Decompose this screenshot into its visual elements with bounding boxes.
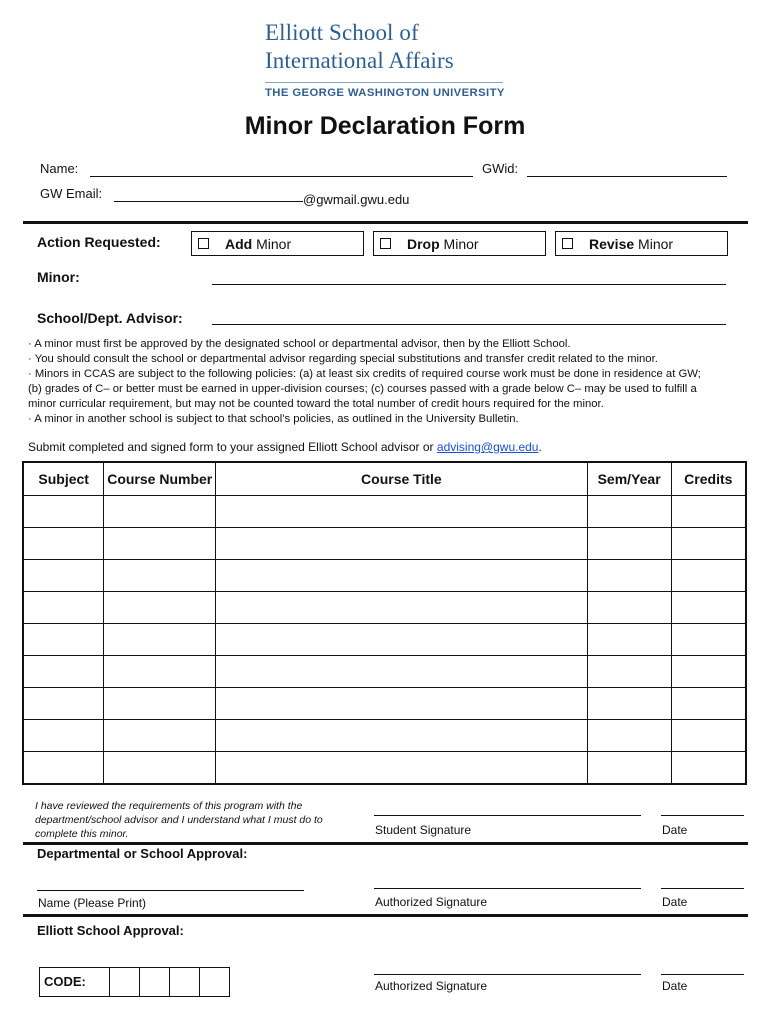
table-row [23, 496, 746, 528]
student-date-line[interactable] [661, 815, 744, 816]
divider [23, 914, 748, 917]
logo-subtitle: THE GEORGE WASHINGTON UNIVERSITY [265, 87, 505, 99]
gwid-label: GWid: [482, 161, 519, 176]
table-cell[interactable] [216, 752, 588, 785]
checkbox[interactable] [380, 238, 391, 249]
table-cell[interactable] [23, 496, 104, 528]
table-cell[interactable] [587, 496, 671, 528]
table-cell[interactable] [104, 592, 216, 624]
minor-label: Minor: [37, 269, 80, 285]
table-cell[interactable] [104, 720, 216, 752]
table-cell[interactable] [216, 496, 588, 528]
table-cell[interactable] [104, 560, 216, 592]
name-print-line[interactable] [37, 890, 304, 891]
table-cell[interactable] [216, 560, 588, 592]
divider [23, 221, 748, 224]
table-cell[interactable] [104, 656, 216, 688]
subject-header: Subject [23, 462, 104, 496]
submit-text: Submit completed and signed form to your assigned Elliott School advisor or [28, 440, 437, 454]
authorized-signature-label: Authorized Signature [375, 895, 488, 909]
table-cell[interactable] [104, 528, 216, 560]
elliott-signature-line[interactable] [374, 974, 641, 975]
credits-header: Credits [671, 462, 746, 496]
table-cell[interactable] [216, 688, 588, 720]
table-cell[interactable] [671, 688, 746, 720]
table-cell[interactable] [671, 656, 746, 688]
page-title: Minor Declaration Form [244, 112, 526, 140]
dept-signature-line[interactable] [374, 888, 641, 889]
table-cell[interactable] [23, 688, 104, 720]
table-cell[interactable] [216, 656, 588, 688]
table-row [23, 656, 746, 688]
table-cell[interactable] [587, 752, 671, 785]
table-cell[interactable] [23, 624, 104, 656]
code-cell[interactable] [110, 968, 140, 996]
table-cell[interactable] [671, 752, 746, 785]
table-cell[interactable] [671, 624, 746, 656]
code-label: CODE: [40, 968, 110, 996]
name-print-label: Name (Please Print) [38, 896, 147, 910]
minor-field[interactable] [212, 284, 726, 285]
drop-minor-option[interactable] [373, 231, 546, 256]
table-cell[interactable] [23, 592, 104, 624]
logo-divider [265, 82, 503, 83]
course-number-header: Course Number [104, 462, 216, 496]
submit-end: . [538, 440, 542, 454]
sem-year-header: Sem/Year [587, 462, 671, 496]
table-cell[interactable] [671, 720, 746, 752]
table-cell[interactable] [671, 496, 746, 528]
table-cell[interactable] [104, 624, 216, 656]
table-header-row [23, 462, 746, 496]
elliott-date-line[interactable] [661, 974, 744, 975]
drop-label: Drop [407, 236, 440, 252]
note-line: · You should consult the school or departmental advisor regarding special substitutions and transfer credit related to the minor. [28, 353, 658, 366]
gw-email-field[interactable] [114, 201, 303, 202]
table-row [23, 528, 746, 560]
table-cell[interactable] [23, 560, 104, 592]
note-line: · A minor must first be approved by the designated school or departmental advisor, then by the Elliott School. [28, 338, 571, 350]
table-cell[interactable] [671, 592, 746, 624]
table-cell[interactable] [23, 752, 104, 785]
date-label: Date [662, 895, 688, 909]
table-row [23, 560, 746, 592]
add-label: Add [225, 236, 253, 252]
name-field[interactable] [90, 176, 473, 177]
advising-email-link[interactable]: advising@gwu.edu [436, 440, 539, 454]
checkbox[interactable] [198, 238, 209, 249]
advisor-label: School/Dept. Advisor: [37, 310, 183, 326]
table-row [23, 592, 746, 624]
table-row [23, 720, 746, 752]
table-cell[interactable] [216, 624, 588, 656]
dept-approval-label: Departmental or School Approval: [37, 846, 248, 861]
code-cell[interactable] [140, 968, 170, 996]
table-cell[interactable] [104, 688, 216, 720]
gwid-field[interactable] [527, 176, 727, 177]
table-cell[interactable] [587, 656, 671, 688]
table-cell[interactable] [216, 528, 588, 560]
table-cell[interactable] [104, 496, 216, 528]
minor-word: Minor [252, 236, 292, 252]
note-line: (b) grades of C– or better must be earned in upper-division courses; (c) courses passed with a grade below C– may be used to fulfill a [28, 383, 697, 396]
table-row [23, 624, 746, 656]
minor-word: Minor [634, 236, 674, 252]
email-suffix: @gwmail.gwu.edu [303, 192, 410, 207]
table-cell[interactable] [104, 752, 216, 785]
note-line: · A minor in another school is subject to that school's policies, as outlined in the University Bulletin. [28, 413, 519, 426]
table-cell[interactable] [587, 528, 671, 560]
date-label: Date [662, 823, 688, 837]
course-table [22, 461, 747, 785]
checkbox[interactable] [562, 238, 573, 249]
logo-line-1: Elliott School of [265, 20, 419, 45]
action-requested-label: Action Requested: [37, 234, 161, 250]
table-cell[interactable] [23, 656, 104, 688]
elliott-approval-label: Elliott School Approval: [37, 923, 184, 938]
student-signature-line[interactable] [374, 815, 641, 816]
table-cell[interactable] [216, 720, 588, 752]
acknowledgement-text: I have reviewed the requirements of this program with the department/school advisor and I understand what I must do to complete this minor. [35, 800, 323, 840]
dept-date-line[interactable] [661, 888, 744, 889]
table-cell[interactable] [216, 592, 588, 624]
table-cell[interactable] [23, 720, 104, 752]
code-box [39, 967, 230, 997]
advisor-field[interactable] [212, 324, 726, 325]
table-cell[interactable] [587, 688, 671, 720]
table-cell[interactable] [587, 624, 671, 656]
student-signature-label: Student Signature [375, 823, 472, 837]
date-label: Date [662, 979, 688, 993]
table-cell[interactable] [23, 528, 104, 560]
table-row [23, 752, 746, 785]
code-cell[interactable] [200, 968, 229, 996]
add-minor-option[interactable] [191, 231, 364, 256]
revise-minor-option[interactable] [555, 231, 728, 256]
table-row [23, 688, 746, 720]
table-cell[interactable] [587, 592, 671, 624]
table-cell[interactable] [671, 528, 746, 560]
authorized-signature-label: Authorized Signature [375, 979, 488, 993]
name-label: Name: [40, 161, 79, 176]
code-cell[interactable] [170, 968, 200, 996]
divider [23, 842, 748, 845]
note-line: · Minors in CCAS are subject to the following policies: (a) at least six credits of required course work must be done in residence at GW; [28, 368, 701, 381]
policy-notes [28, 337, 746, 428]
table-cell[interactable] [587, 560, 671, 592]
revise-label: Revise [589, 236, 635, 252]
gw-email-label: GW Email: [40, 186, 103, 201]
logo-line-2: International Affairs [265, 48, 454, 73]
minor-word: Minor [439, 236, 479, 252]
note-line: minor curricular requirement, but may not be counted toward the total number of credit hours required for the minor. [28, 398, 604, 411]
submit-instructions [28, 440, 542, 454]
course-title-header: Course Title [216, 462, 588, 496]
table-cell[interactable] [587, 720, 671, 752]
table-cell[interactable] [671, 560, 746, 592]
